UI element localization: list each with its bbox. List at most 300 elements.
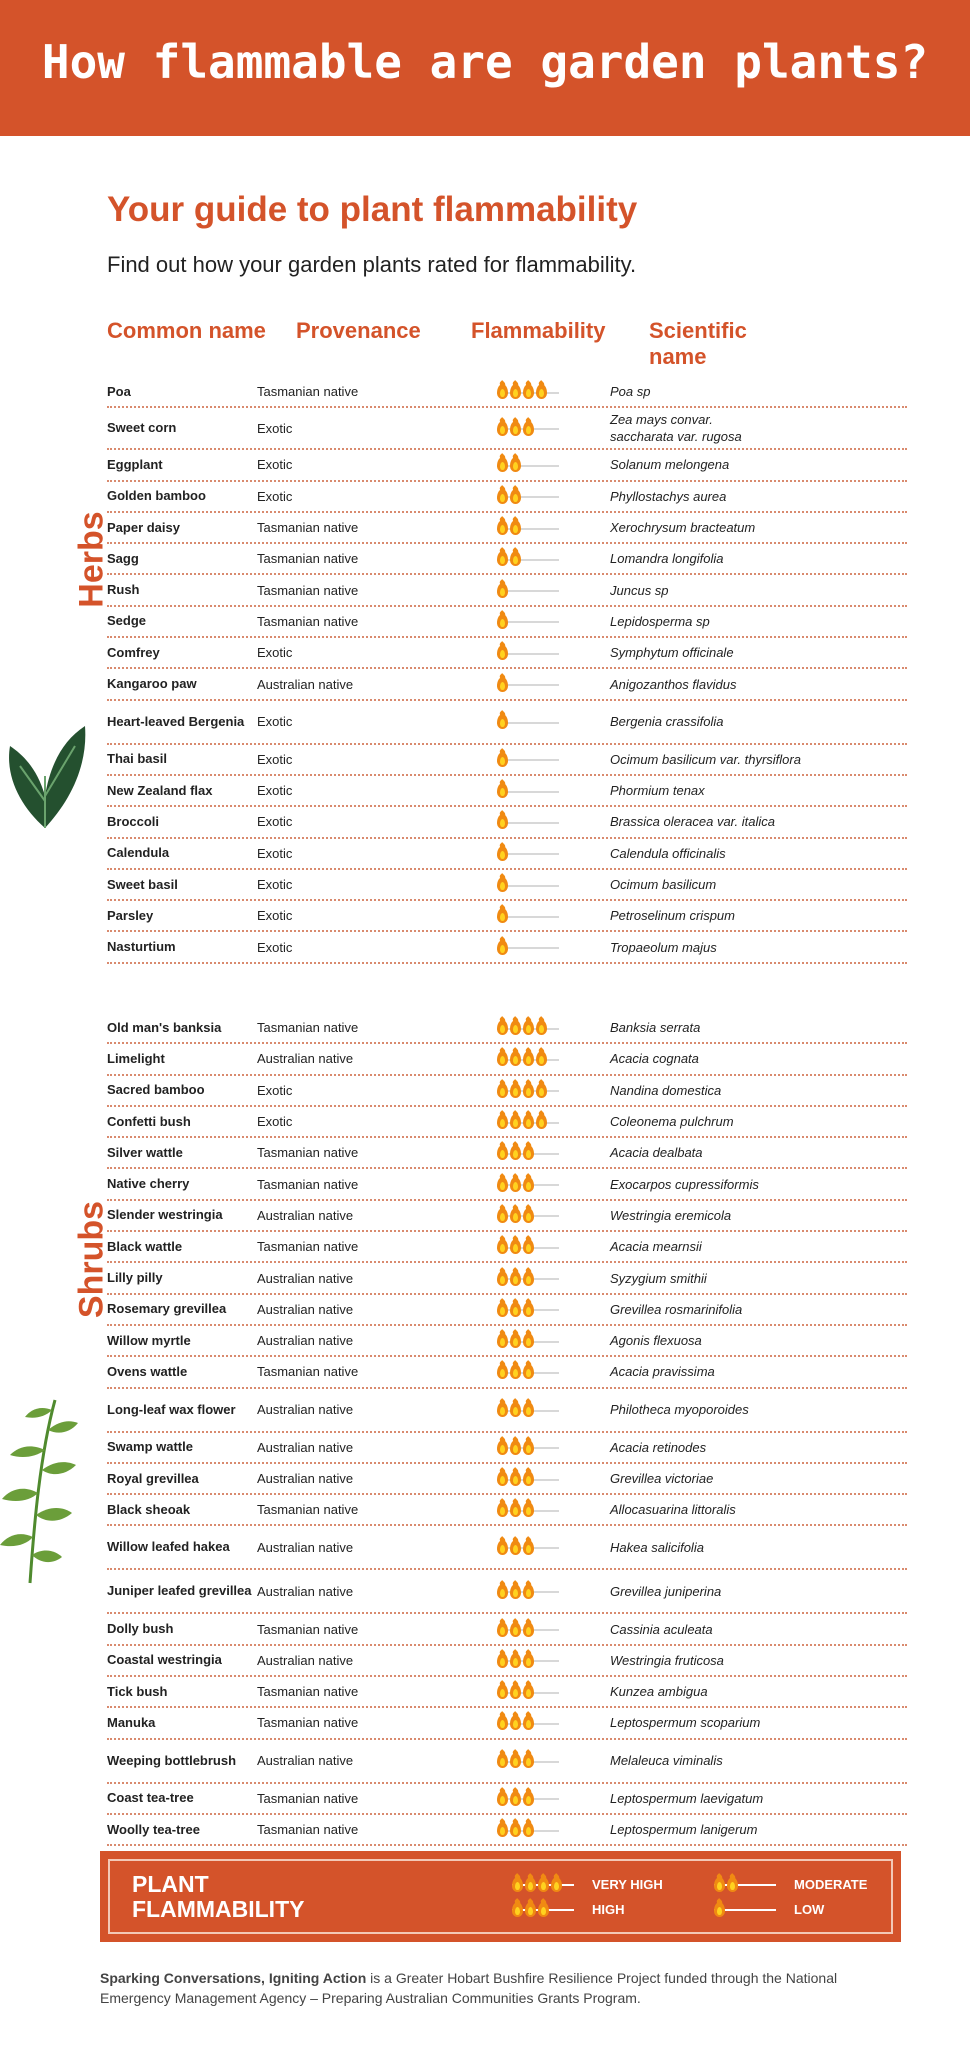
flame-icon [523,1302,534,1317]
flammability-rating [497,1051,559,1066]
flame-icon [727,1877,738,1892]
table-row [107,1263,907,1294]
flame-icon [497,1440,508,1455]
common-name: Ovens wattle [107,1363,188,1379]
flammability-cell [457,1114,610,1129]
provenance: Tasmanian native [257,1684,359,1700]
flame-icon [523,1440,534,1455]
flame-icon [497,714,508,729]
flammability-rating [497,457,559,472]
flammability-cell [457,384,610,399]
flame-icon [523,1471,534,1486]
flammability-rating [497,1302,559,1317]
table-row [107,1201,907,1232]
flame-icon [497,1302,508,1317]
provenance: Exotic [257,845,293,861]
flame-icon [536,1083,547,1098]
flame-icon [510,1208,521,1223]
flame-icon [523,1791,534,1806]
scientific-name: Banksia serrata [610,1020,701,1036]
flame-icon [510,421,521,436]
flammability-rating [497,384,559,399]
flammability-rating [497,1145,559,1160]
flame-icon [497,1684,508,1699]
flame-icon [714,1877,725,1892]
flame-icon [497,1145,508,1160]
flame-icon [510,1684,521,1699]
flame-icon [523,384,534,399]
common-name: Thai basil [107,751,167,767]
flame-icon [497,489,508,504]
table-row [107,669,907,700]
table-row [107,1013,907,1044]
provenance: Exotic [257,1082,293,1098]
flammability-rating [497,1653,559,1668]
page-title: How flammable are garden plants? [41,35,929,89]
flammability-rating [497,583,559,598]
legend-label: HIGH [592,1901,625,1917]
provenance: Australian native [257,1539,354,1555]
flammability-rating [497,1208,559,1223]
flammability-cell [457,1822,610,1837]
flame-icon [497,421,508,436]
table-row [107,544,907,575]
flame-icon [538,1877,549,1892]
flame-icon [510,1145,521,1160]
flame-icon [497,1402,508,1417]
flammability-cell [457,1271,610,1286]
common-name: Woolly tea-tree [107,1821,200,1837]
flame-icon [510,1584,521,1599]
flammability-cell [457,877,610,892]
flammability-cell [457,846,610,861]
flammability-cell [457,1653,610,1668]
flame-icon [497,1051,508,1066]
table-row [107,1433,907,1464]
flame-icon [523,1715,534,1730]
provenance: Australian native [257,1402,354,1418]
header-banner [0,0,970,136]
table-row [107,575,907,606]
scientific-name: Westringia eremicola [610,1207,732,1223]
provenance: Tasmanian native [257,613,359,629]
scientific-name: Nandina domestica [610,1082,722,1098]
common-name: Weeping bottlebrush [107,1752,237,1768]
scientific-name: Poa sp [610,384,651,400]
common-name: Heart-leaved Bergenia [107,713,245,729]
flame-icon [523,1177,534,1192]
flammability-cell [457,1051,610,1066]
col-scientific-name: Scientific name [649,318,747,369]
provenance: Exotic [257,908,293,924]
flame-icon [497,1653,508,1668]
provenance: Exotic [257,751,293,767]
flame-icon [523,1402,534,1417]
flammability-rating [497,1440,559,1455]
common-name: Broccoli [107,813,160,829]
flame-icon [510,1051,521,1066]
flame-icon [523,1020,534,1035]
common-name: Dolly bush [107,1621,174,1637]
scientific-name: Juncus sp [610,582,669,598]
flammability-cell [457,1145,610,1160]
scientific-name: Anigozanthos flavidus [610,676,737,692]
provenance: Tasmanian native [257,1176,359,1192]
common-name: Tick bush [107,1683,168,1699]
flame-icon [510,1502,521,1517]
flammability-cell [457,1622,610,1637]
common-name: Rosemary grevillea [107,1301,227,1317]
flame-icon [497,1540,508,1555]
scientific-name: Cassinia aculeata [610,1621,713,1637]
scientific-name: Calendula officinalis [610,845,726,861]
common-name: Native cherry [107,1176,190,1192]
flame-icon [497,752,508,767]
flame-icon [536,1051,547,1066]
flame-icon [497,677,508,692]
scientific-name: Acacia dealbata [610,1145,703,1161]
provenance: Tasmanian native [257,1145,359,1161]
legend-title [132,1872,512,1922]
common-name: Sagg [107,550,139,566]
flammability-cell [457,489,610,504]
table-row [107,607,907,638]
flammability-rating [497,1114,559,1129]
flame-icon [510,1239,521,1254]
scientific-name: Acacia cognata [610,1051,699,1067]
flammability-rating [497,783,559,798]
flame-icon [510,551,521,566]
scientific-name: Agonis flexuosa [610,1333,702,1349]
flammability-rating [497,908,559,923]
flame-icon [551,1877,562,1892]
flammability-rating [497,489,559,504]
flame-icon [510,1020,521,1035]
common-name: Sweet basil [107,876,178,892]
flame-icon [523,1684,534,1699]
flammability-cell [457,1177,610,1192]
scientific-name: Grevillea juniperina [610,1583,722,1599]
common-name: New Zealand flax [107,782,213,798]
scientific-name: Ocimum basilicum var. thyrsiflora [610,751,801,767]
table-row [107,377,907,408]
provenance: Exotic [257,645,293,661]
flame-icon [538,1902,549,1917]
flammability-cell [457,783,610,798]
provenance: Tasmanian native [257,1822,359,1838]
shrubs-table [107,1013,907,1846]
common-name: Coast tea-tree [107,1790,194,1806]
common-name: Silver wattle [107,1144,183,1160]
flame-icon [510,1715,521,1730]
scientific-name: Symphytum officinale [610,645,734,661]
scientific-name: Lepidosperma sp [610,613,710,629]
provenance: Tasmanian native [257,582,359,598]
flammability-rating [714,1877,776,1892]
flame-icon [497,1822,508,1837]
footer-text: is a Greater Hobart Bushfire Resilience Project funded through the National Emergency Management Agency – Preparing Australian Communities Grants Program. [100,1970,838,2006]
flame-icon [510,384,521,399]
flammability-cell [457,1753,610,1768]
legend-label: VERY HIGH [592,1876,663,1892]
legend-label: LOW [794,1901,825,1917]
flame-icon [497,908,508,923]
flame-icon [497,551,508,566]
provenance: Tasmanian native [257,1364,359,1380]
scientific-name: Zea mays convar. saccharata var. rugosa [610,412,742,445]
flammability-cell [457,1020,610,1035]
provenance: Tasmanian native [257,1621,359,1637]
flame-icon [536,1114,547,1129]
footer-credit [100,1968,900,2008]
table-row [107,513,907,544]
flammability-rating [497,1083,559,1098]
legend-label: MODERATE [794,1876,868,1892]
common-name: Poa [107,383,131,399]
flammability-rating [497,1239,559,1254]
table-row [107,1295,907,1326]
flammability-rating [497,614,559,629]
provenance: Tasmanian native [257,1502,359,1518]
flame-icon [536,1020,547,1035]
flammability-cell [457,1540,610,1555]
flame-icon [510,1333,521,1348]
scientific-name: Brassica oleracea var. italica [610,814,775,830]
flammability-cell [457,583,610,598]
flame-icon [510,520,521,535]
flammability-cell [457,1471,610,1486]
col-common-name: Common name [107,318,266,343]
provenance: Australian native [257,1439,354,1455]
table-row [107,450,907,481]
scientific-name: Xerochrysum bracteatum [610,520,756,536]
provenance: Exotic [257,457,293,473]
table-row [107,1677,907,1708]
flame-icon [497,1020,508,1035]
scientific-name: Melaleuca viminalis [610,1753,723,1769]
common-name: Old man's banksia [107,1019,222,1035]
flame-icon [512,1877,523,1892]
section-label-herbs: Herbs [72,511,111,608]
provenance: Tasmanian native [257,1715,359,1731]
flammability-legend [100,1851,901,1942]
flame-icon [523,1364,534,1379]
table-row [107,1526,907,1570]
flammability-cell [457,645,610,660]
flammability-rating [497,940,559,955]
table-row [107,1708,907,1739]
flame-icon [523,1540,534,1555]
table-row [107,1464,907,1495]
herbs-table [107,377,907,964]
flame-icon [510,1753,521,1768]
provenance: Exotic [257,714,293,730]
flammability-cell [457,1502,610,1517]
common-name: Sacred bamboo [107,1082,205,1098]
scientific-name: Lomandra longifolia [610,551,724,567]
provenance: Australian native [257,1207,354,1223]
flame-icon [497,1715,508,1730]
flammability-rating [497,714,559,729]
common-name: Calendula [107,845,170,861]
provenance: Australian native [257,1583,354,1599]
flame-icon [523,1083,534,1098]
table-row [107,1107,907,1138]
flammability-rating [497,877,559,892]
flame-icon [523,1208,534,1223]
flame-icon [497,1177,508,1192]
table-row [107,1044,907,1075]
table-row [107,408,907,450]
flammability-rating [497,1715,559,1730]
common-name: Black wattle [107,1238,183,1254]
scientific-name: Syzygium smithii [610,1270,707,1286]
flammability-cell [457,752,610,767]
table-row [107,1784,907,1815]
common-name: Long-leaf wax flower [107,1401,236,1417]
flame-icon [523,1622,534,1637]
table-row [107,482,907,513]
flame-icon [497,1208,508,1223]
scientific-name: Westringia fruticosa [610,1652,724,1668]
flame-icon [523,1333,534,1348]
flame-icon [510,1177,521,1192]
col-provenance: Provenance [296,318,421,343]
provenance: Australian native [257,1270,354,1286]
flammability-rating [497,1584,559,1599]
common-name: Paper daisy [107,519,180,535]
table-row [107,1570,907,1614]
flame-icon [497,1471,508,1486]
scientific-name: Grevillea rosmarinifolia [610,1301,743,1317]
table-row [107,1326,907,1357]
flame-icon [510,1302,521,1317]
flammability-cell [457,814,610,829]
flame-icon [510,1364,521,1379]
provenance: Tasmanian native [257,551,359,567]
common-name: Coastal westringia [107,1652,222,1668]
legend-title-line1: PLANT [132,1870,209,1897]
flammability-rating [497,1502,559,1517]
provenance: Australian native [257,1753,354,1769]
flammability-rating [497,1540,559,1555]
flame-icon [510,489,521,504]
flame-icon [523,1584,534,1599]
flammability-cell [457,1402,610,1417]
flame-icon [523,1822,534,1837]
flammability-rating [512,1902,574,1917]
flammability-cell [457,1083,610,1098]
flammability-cell [457,714,610,729]
flame-icon [497,520,508,535]
flame-icon [497,1622,508,1637]
flame-icon [523,1239,534,1254]
table-row [107,1646,907,1677]
flammability-cell [457,1208,610,1223]
flammability-rating [497,846,559,861]
provenance: Tasmanian native [257,1790,359,1806]
provenance: Exotic [257,420,293,436]
flame-icon [536,384,547,399]
provenance: Australian native [257,1652,354,1668]
flame-icon [497,457,508,472]
flammability-rating [497,1753,559,1768]
scientific-name: Kunzea ambigua [610,1684,708,1700]
flame-icon [510,1471,521,1486]
flame-icon [523,1753,534,1768]
scientific-name: Philotheca myoporoides [610,1402,749,1418]
table-row [107,1169,907,1200]
flammability-rating [497,645,559,660]
table-row [107,901,907,932]
flammability-rating [714,1902,776,1917]
common-name: Eggplant [107,456,163,472]
flammability-rating [497,1402,559,1417]
flame-icon [497,846,508,861]
flammability-rating [497,1684,559,1699]
common-name: Willow leafed hakea [107,1539,230,1555]
provenance: Tasmanian native [257,1020,359,1036]
flame-icon [523,1653,534,1668]
table-row [107,1614,907,1645]
flame-icon [497,1502,508,1517]
common-name: Lilly pilly [107,1270,163,1286]
common-name: Nasturtium [107,939,176,955]
common-name: Comfrey [107,644,160,660]
flammability-rating [497,551,559,566]
flame-icon [497,877,508,892]
flame-icon [497,645,508,660]
flammability-cell [457,1684,610,1699]
common-name: Parsley [107,907,154,923]
guide-subtitle: Find out how your garden plants rated for flammability. [107,252,637,277]
flame-icon [497,1753,508,1768]
flammability-cell [457,614,610,629]
flammability-cell [457,1791,610,1806]
footer-project-name: Sparking Conversations, Igniting Action [100,1970,367,1986]
provenance: Exotic [257,783,293,799]
table-row [107,1815,907,1846]
flammability-rating [497,752,559,767]
flame-icon [510,1083,521,1098]
flame-icon [510,457,521,472]
flame-icon [497,1791,508,1806]
flammability-rating [497,1020,559,1035]
flammability-rating [497,814,559,829]
scientific-name: Grevillea victoriae [610,1471,714,1486]
scientific-name: Phyllostachys aurea [610,488,727,504]
table-row [107,745,907,776]
flame-icon [497,783,508,798]
flammability-cell [457,908,610,923]
provenance: Exotic [257,877,293,892]
flammability-rating [497,1364,559,1379]
flame-icon [523,1051,534,1066]
table-row [107,1389,907,1433]
flame-icon [525,1902,536,1917]
flammability-rating [497,1822,559,1837]
section-label-shrubs: Shrubs [72,1200,111,1319]
common-name: Golden bamboo [107,488,206,504]
common-name: Juniper leafed grevillea [107,1583,252,1599]
common-name: Slender westringia [107,1207,223,1223]
flame-icon [510,1622,521,1637]
flammability-cell [457,677,610,692]
flame-icon [510,1402,521,1417]
flammability-rating [497,1791,559,1806]
provenance: Exotic [257,1114,293,1130]
legend-title-line2: FLAMMABILITY [132,1895,305,1922]
